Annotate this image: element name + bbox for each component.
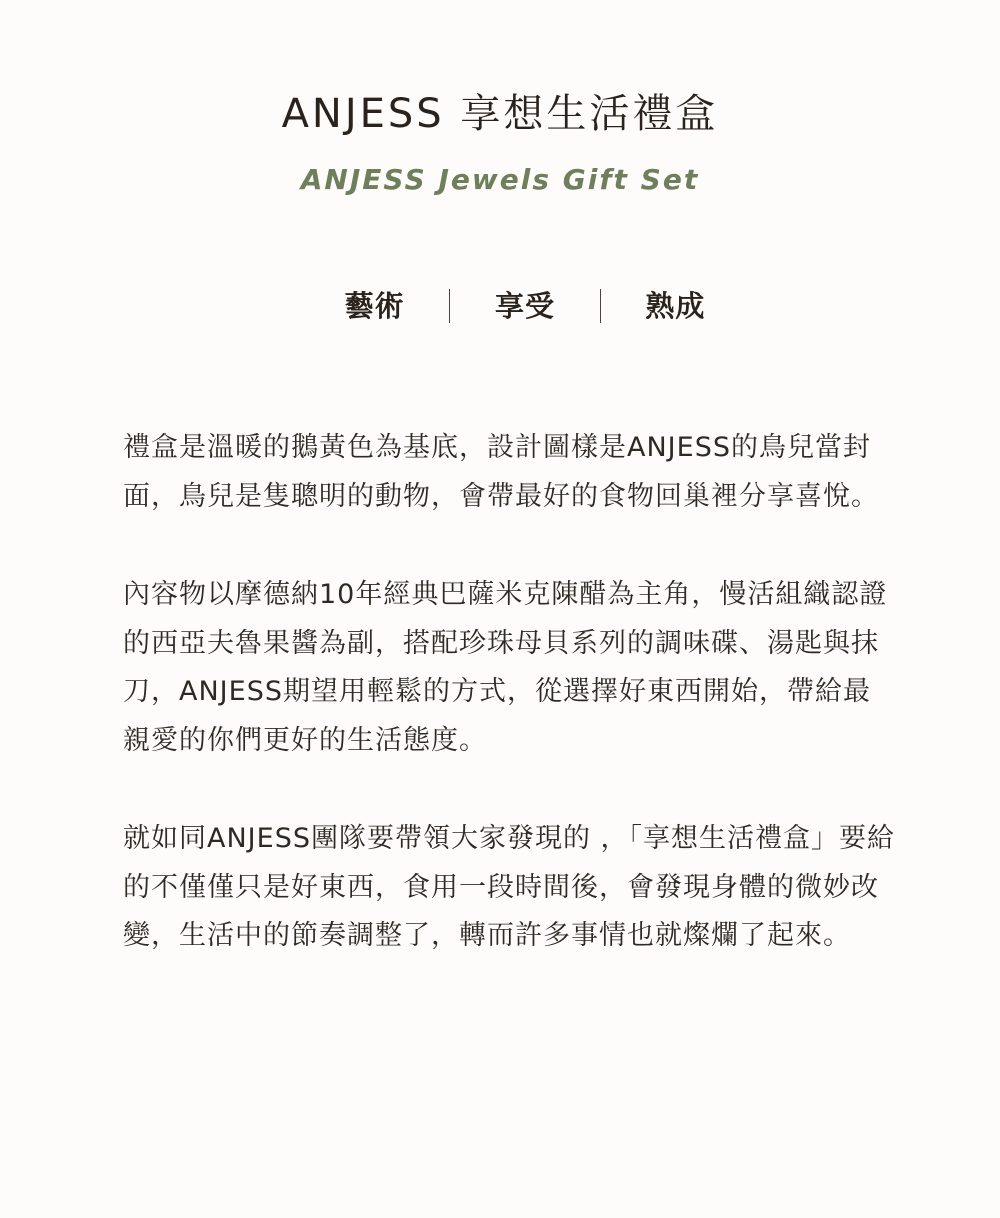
- page-title: ANJESS 享想生活禮盒: [281, 91, 719, 137]
- tag-mature: 熟成: [645, 289, 706, 323]
- description-body: [123, 424, 898, 1011]
- page-subtitle: ANJESS Jewels Gift Set: [300, 163, 700, 196]
- paragraph-contents: 內容物以摩德納10年經典巴薩米克陳醋為主角，慢活組織認證的西亞夫魯果醬為副，搭配珍珠母貝系列的調味碟、湯匙與抹刀，ANJESS期望用輕鬆的方式，從選擇好東西開始，帶給最親愛的你們更好的生活態度。: [123, 579, 888, 756]
- feature-tags: [300, 284, 750, 328]
- tag-enjoy: 享受: [495, 289, 556, 323]
- paragraph-packaging: 禮盒是溫暖的鵝黃色為基底，設計圖樣是ANJESS的鳥兒當封面，鳥兒是隻聰明的動物，會帶最好的食物回巢裡分享喜悅。: [123, 432, 879, 512]
- paragraph-philosophy: 就如同ANJESS團隊要帶領大家發現的 ，「享想生活禮盒」要給的不僅僅只是好東西，食用一段時間後，會發現身體的微妙改變，生活中的節奏調整了，轉而許多事情也就燦爛了起來。: [123, 823, 896, 951]
- tag-art: 藝術: [344, 289, 405, 323]
